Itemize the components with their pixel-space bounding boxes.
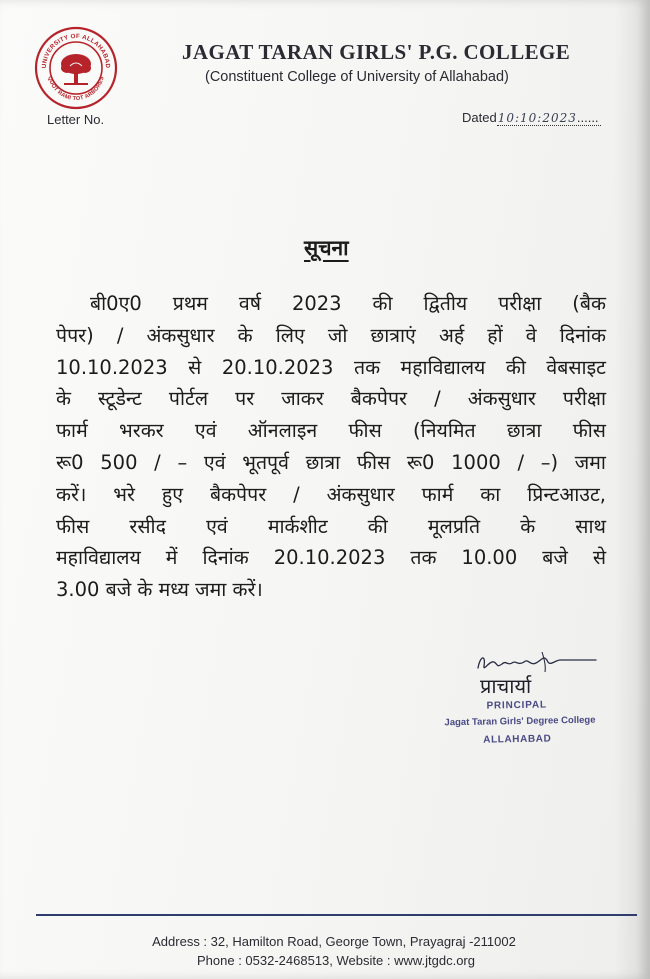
footer (0, 932, 650, 970)
stamp-line-city: ALLAHABAD (483, 733, 552, 746)
date-value-underline: 10:10:2023...... (497, 110, 599, 125)
notice-line: फार्म भरकर एवं ऑनलाइन फीस (नियमित छात्रा फीस (56, 419, 606, 443)
seal-ring-top-text: UNIVERSITY OF ALLAHABAD (40, 32, 112, 69)
college-affiliation: (Constituent College of University of Allahabad) (205, 69, 509, 85)
page-shadow (614, 0, 650, 979)
date-value: 10:10:2023 (497, 111, 577, 125)
notice-body (56, 288, 606, 606)
footer-divider (36, 914, 637, 916)
notice-line: पेपर) / अंकसुधार के लिए जो छात्राएं अर्ह हों वे दिनांक (56, 323, 606, 347)
notice-line: करें। भरे हुए बैकपेपर / अंकसुधार फार्म का प्रिन्टआउट, (56, 482, 606, 506)
notice-line: 3.00 बजे के मध्य जमा करें। (56, 578, 263, 602)
notice-line: फीस रसीद एवं मार्कशीट की मूलप्रति के साथ (56, 514, 606, 538)
notice-line: महाविद्यालय में दिनांक 20.10.2023 तक 10.00 बजे से (56, 546, 606, 570)
footer-contact: Phone : 0532-2468513, Website : www.jtgdc.org (197, 953, 475, 968)
stamp-line-principal: PRINCIPAL (486, 699, 547, 712)
stamp-line-college: Jagat Taran Girls' Degree College (444, 714, 596, 729)
college-name: JAGAT TARAN GIRLS' P.G. COLLEGE (182, 40, 571, 64)
university-seal-icon (34, 26, 118, 110)
notice-line: बी0ए0 प्रथम वर्ष 2023 की द्वितीय परीक्षा (बैक (90, 292, 606, 315)
notice-line: के स्टूडेन्ट पोर्टल पर जाकर बैकपेपर / अंकसुधार परीक्षा (56, 387, 606, 411)
notice-line: 10.10.2023 से 20.10.2023 तक महाविद्यालय की वेबसाइट (56, 355, 606, 379)
notice-title: सूचना (304, 236, 349, 260)
date-label: Dated (462, 110, 497, 125)
letter-number-label: Letter No. (47, 112, 105, 127)
seal-ring-bottom-text: QUOT RAMI TOT ARBORES (46, 75, 106, 103)
notice-line: रू0 500 / – एवं भूतपूर्व छात्रा फीस रू0 1000 / –) जमा (56, 450, 606, 474)
footer-address: Address : 32, Hamilton Road, George Town, Prayagraj -211002 (152, 934, 516, 949)
principal-stamp (420, 698, 621, 746)
principal-title-hindi: प्राचार्या (480, 674, 532, 698)
date-field (462, 110, 601, 125)
